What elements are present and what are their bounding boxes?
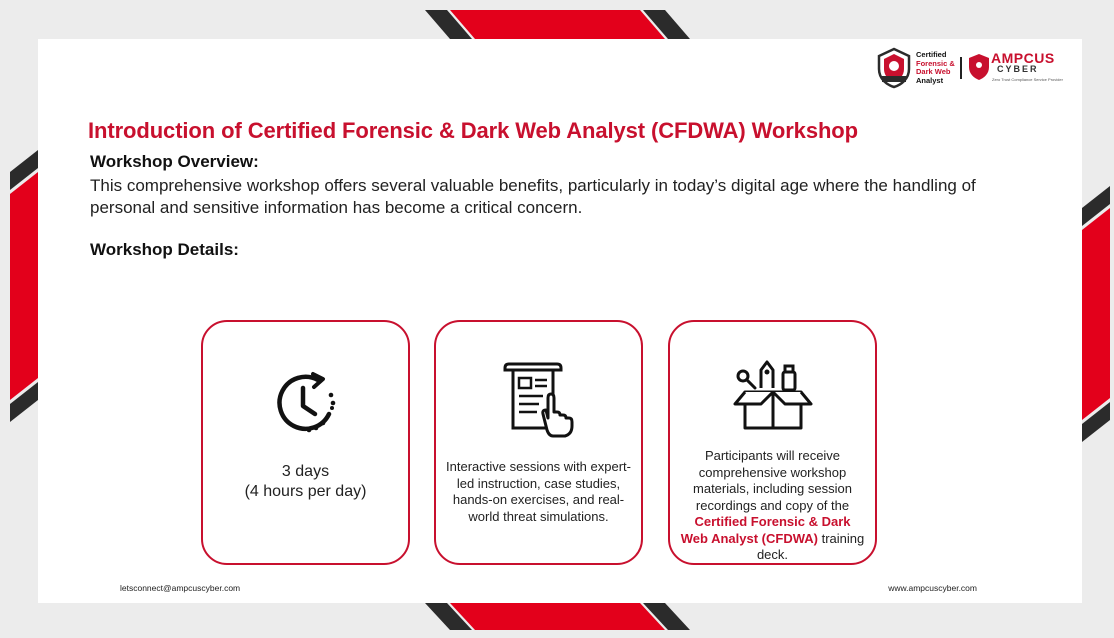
detail-card-materials [668,320,877,565]
slide [38,39,1082,603]
page-title: Introduction of Certified Forensic & Dark Web Analyst (CFDWA) Workshop [88,118,858,143]
logo-divider [960,57,962,79]
cfdwa-highlight: Certified Forensic & Dark Web Analyst (CFDWA) [680,514,851,546]
footer-website[interactable]: www.ampcuscyber.com [888,583,977,593]
ampcus-logo-icon [968,53,990,81]
ampcus-logo-name: AMPCUS [991,50,1055,66]
header-logos [876,47,1076,91]
overview-heading: Workshop Overview: [90,152,259,171]
box-tools-icon [670,358,875,432]
clock-icon [203,368,408,438]
details-heading: Workshop Details: [90,240,239,259]
footer-email[interactable]: letsconnect@ampcuscyber.com [120,583,241,593]
materials-text: Participants will receive comprehensive workshop materials, including session recordings and copy of the Certified Forensic & Dark Web Analyst (CFDWA) training deck. [680,448,865,562]
detail-card-sessions [434,320,643,565]
duration-text: 3 days (4 hours per day) [244,463,367,500]
ampcus-tagline: Zero Trust Compliance Service Provider [992,77,1063,82]
sessions-text: Interactive sessions with expert-led instruction, case studies, hands-on exercises, and real-world threat simulations. [446,459,631,524]
detail-card-duration [201,320,410,565]
document-touch-icon [436,358,641,438]
overview-text: This comprehensive workshop offers several valuable benefits, particularly in today’s digital age where the handling of personal and sensitive information has become a critical concern. [90,176,976,217]
cfdwa-logo-text: Certified Forensic & Dark Web Analyst [916,50,955,85]
cfdwa-shield-logo [876,47,912,89]
ampcus-logo-sub: CYBER [997,64,1039,74]
